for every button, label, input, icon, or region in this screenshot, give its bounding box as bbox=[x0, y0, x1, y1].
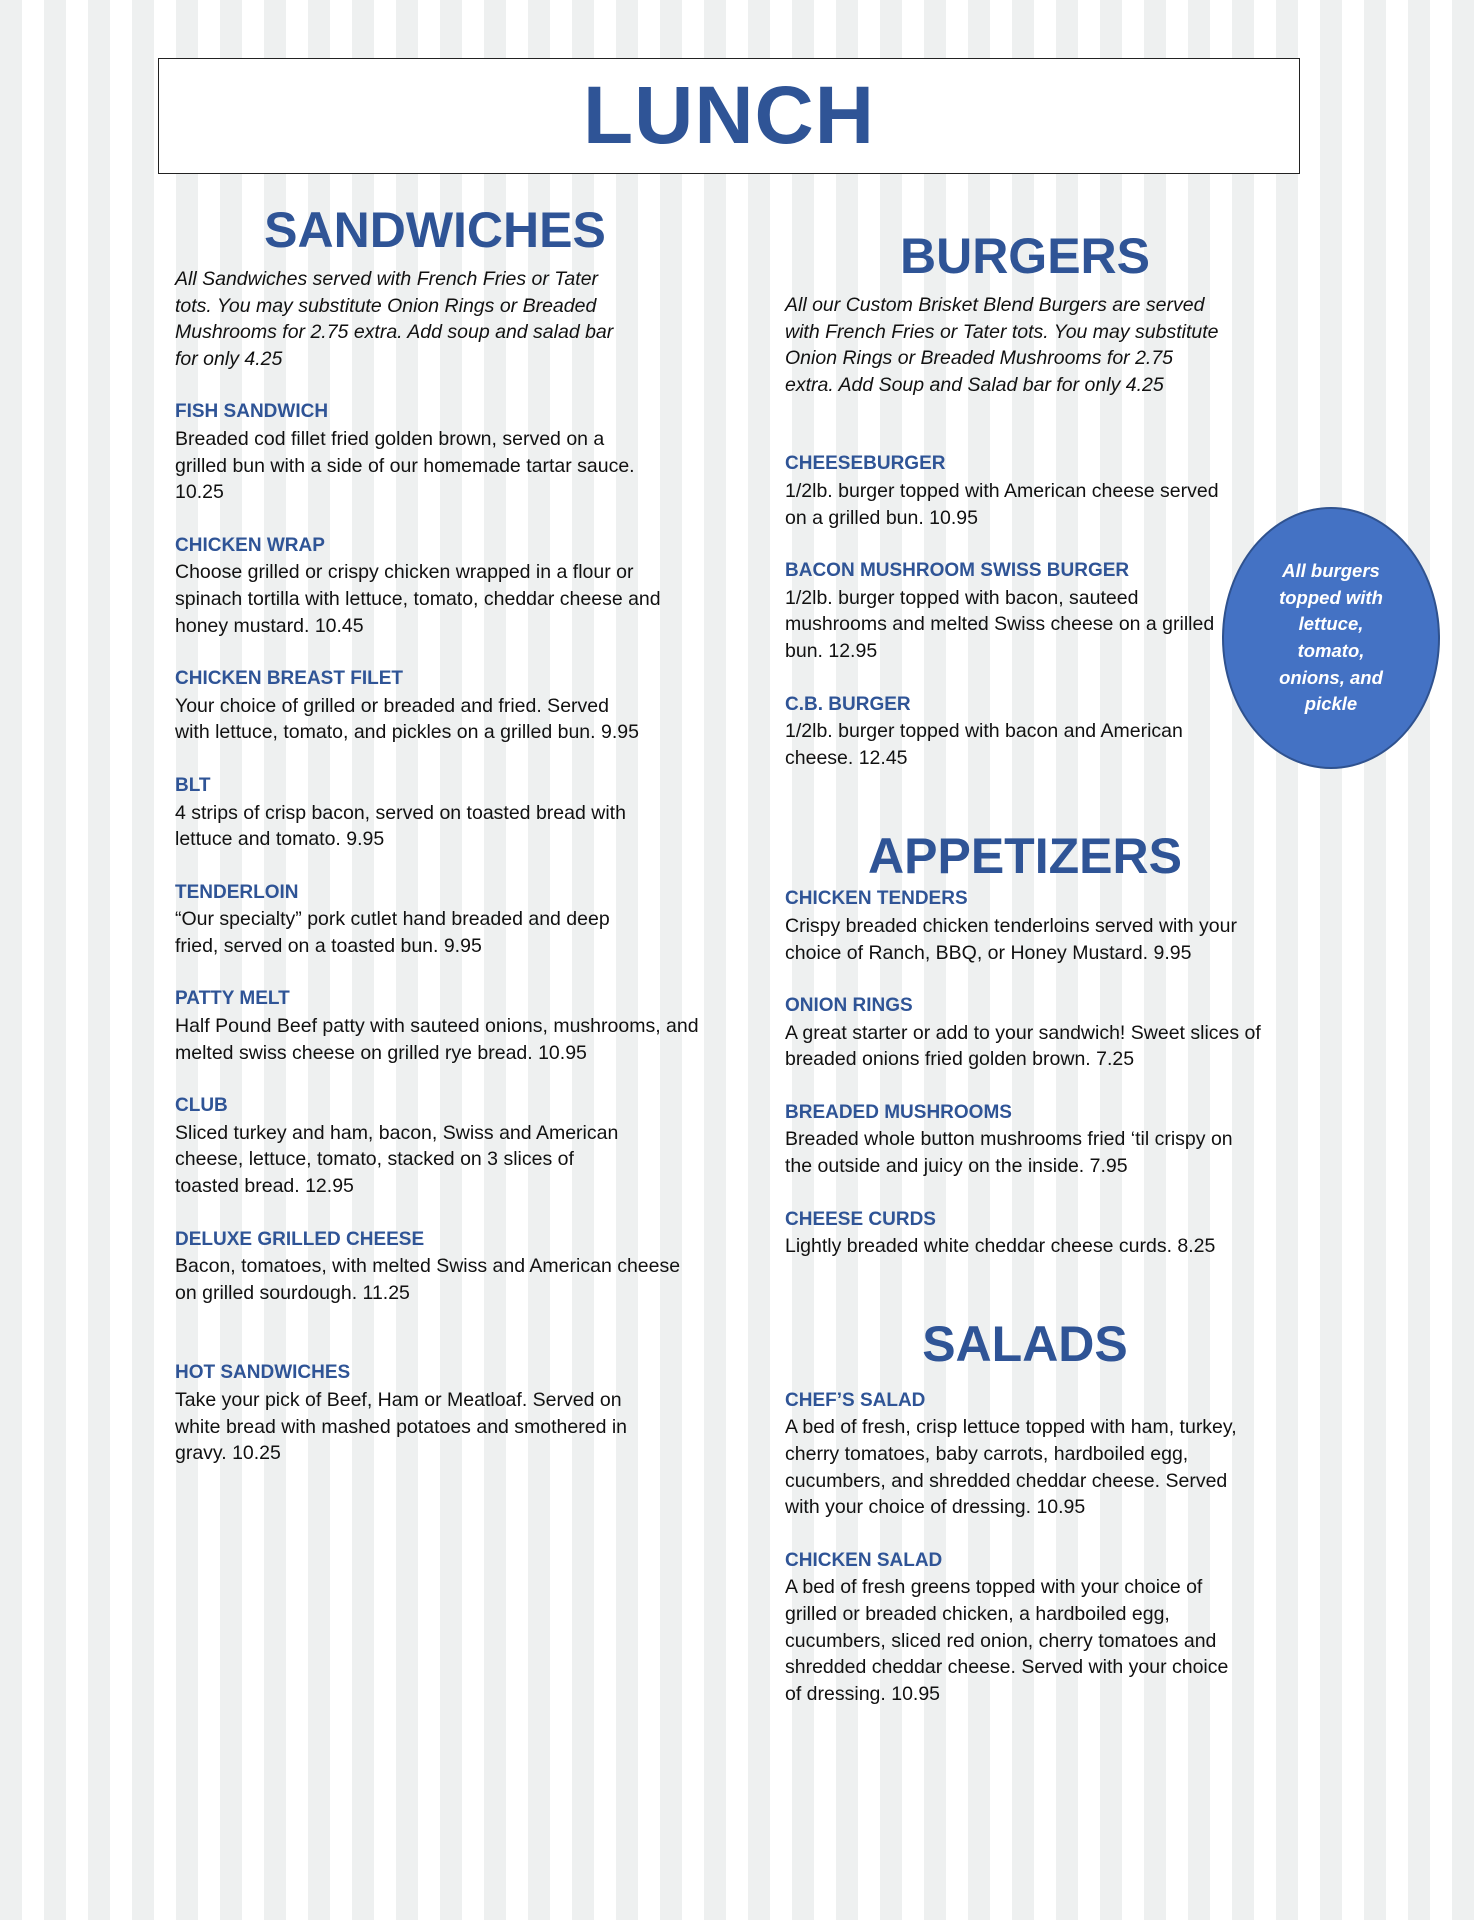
menu-item bbox=[785, 1207, 1265, 1260]
item-name: HOT SANDWICHES bbox=[175, 1362, 351, 1384]
sandwiches-intro: All Sandwiches served with French Fries or Tater tots. You may substitute Onion Rings or Breaded Mushrooms for 2.75 extra. Add soup and salad bar for only 4.25 bbox=[175, 268, 614, 370]
item-description: Breaded cod fillet fried golden brown, served on a grilled bun with a side of our homemade tartar sauce. 10.25 bbox=[175, 427, 635, 504]
item-description: A bed of fresh, crisp lettuce topped with ham, turkey, cherry tomatoes, baby carrots, hardboiled egg, cucumbers, and shredded cheddar cheese. Served with your choice of dressing. 10.95 bbox=[785, 1416, 1237, 1519]
item-name: CHICKEN SALAD bbox=[785, 1549, 943, 1571]
item-description: Breaded whole button mushrooms fried ‘til crispy on the outside and juicy on the inside. 7.95 bbox=[785, 1128, 1233, 1178]
appetizers-title: APPETIZERS bbox=[868, 828, 1182, 885]
salads-section bbox=[785, 1314, 1265, 1708]
item-name: TENDERLOIN bbox=[175, 881, 299, 903]
menu-item bbox=[175, 1360, 705, 1466]
menu-item bbox=[785, 993, 1265, 1073]
menu-item bbox=[175, 986, 705, 1066]
item-description: Bacon, tomatoes, with melted Swiss and American cheese on grilled sourdough. 11.25 bbox=[175, 1255, 681, 1304]
menu-item bbox=[175, 666, 705, 746]
item-name: CHICKEN TENDERS bbox=[785, 888, 968, 910]
menu-item bbox=[175, 773, 705, 853]
item-name: C.B. BURGER bbox=[785, 693, 911, 715]
menu-item bbox=[785, 886, 1265, 966]
burgers-title: BURGERS bbox=[899, 228, 1151, 284]
item-description: Take your pick of Beef, Ham or Meatloaf. Served on white bread with mashed potatoes and smothered in gravy. 10.25 bbox=[175, 1389, 628, 1465]
menu-item bbox=[175, 880, 705, 960]
appetizers-section bbox=[785, 826, 1265, 1260]
item-description: A great starter or add to your sandwich! Sweet slices of breaded onions fried golden brown. 7.25 bbox=[785, 1021, 1261, 1071]
item-name: CHICKEN WRAP bbox=[175, 534, 325, 556]
item-description: Crispy breaded chicken tenderloins served with your choice of Ranch, BBQ, or Honey Mustard. 9.95 bbox=[785, 914, 1237, 964]
item-name: DELUXE GRILLED CHEESE bbox=[175, 1228, 425, 1250]
menu-item bbox=[175, 1227, 705, 1307]
item-name: CLUB bbox=[175, 1095, 228, 1117]
item-description: “Our specialty” pork cutlet hand breaded and deep fried, served on a toasted bun. 9.95 bbox=[175, 908, 610, 957]
salads-title: SALADS bbox=[922, 1315, 1128, 1372]
item-name: CHEESE CURDS bbox=[785, 1208, 936, 1230]
page-title: LUNCH bbox=[583, 70, 875, 161]
item-description: 1/2lb. burger topped with bacon and American cheese. 12.45 bbox=[785, 720, 1183, 769]
menu-item bbox=[785, 1100, 1265, 1180]
menu-item bbox=[785, 451, 1265, 531]
item-description: 1/2lb. burger topped with bacon, sauteed mushrooms and melted Swiss cheese on a grilled bun. 12.95 bbox=[785, 586, 1215, 662]
burgers-section bbox=[785, 226, 1265, 771]
item-name: PATTY MELT bbox=[175, 988, 290, 1010]
burgers-intro: All our Custom Brisket Blend Burgers are served with French Fries or Tater tots. You may substitute Onion Rings or Breaded Mushrooms for 2.75 extra. Add Soup and Salad bar for only 4.25 bbox=[785, 294, 1219, 396]
item-name: BREADED MUSHROOMS bbox=[785, 1101, 1012, 1123]
sandwiches-section bbox=[175, 200, 705, 1467]
item-name: CHICKEN BREAST FILET bbox=[175, 668, 403, 690]
item-name: BACON MUSHROOM SWISS BURGER bbox=[785, 560, 1130, 582]
sandwiches-title: SANDWICHES bbox=[264, 202, 606, 258]
menu-item bbox=[785, 692, 1265, 772]
menu-item bbox=[175, 1093, 705, 1199]
item-description: 1/2lb. burger topped with American cheese served on a grilled bun. 10.95 bbox=[785, 479, 1219, 529]
menu-item bbox=[175, 533, 705, 639]
right-column bbox=[785, 226, 1265, 1707]
item-name: BLT bbox=[175, 774, 211, 796]
item-description: 4 strips of crisp bacon, served on toasted bread with lettuce and tomato. 9.95 bbox=[175, 801, 626, 851]
burger-toppings-callout bbox=[1222, 507, 1440, 769]
item-name: FISH SANDWICH bbox=[175, 401, 329, 423]
item-name: CHEESEBURGER bbox=[785, 453, 946, 475]
item-description: Choose grilled or crispy chicken wrapped in a flour or spinach tortilla with lettuce, tomato, cheddar cheese and honey mustard. 10.45 bbox=[175, 561, 661, 637]
item-description: A bed of fresh greens topped with your choice of grilled or breaded chicken, a hardboiled egg, cucumbers, sliced red onion, cherry tomatoes and shredded cheddar cheese. Served with your choice of dressing. 10.95 bbox=[785, 1576, 1229, 1705]
item-description: Half Pound Beef patty with sauteed onions, mushrooms, and melted swiss cheese on grilled rye bread. 10.95 bbox=[175, 1015, 699, 1064]
menu-item bbox=[785, 1548, 1265, 1708]
title-box bbox=[158, 58, 1300, 174]
item-description: Sliced turkey and ham, bacon, Swiss and American cheese, lettuce, tomato, stacked on 3 slices of toasted bread. 12.95 bbox=[175, 1121, 619, 1198]
menu-item bbox=[175, 399, 705, 505]
callout-text: All burgers topped with lettuce, tomato, onions, and pickle bbox=[1279, 560, 1383, 715]
item-name: CHEF’S SALAD bbox=[785, 1389, 926, 1411]
item-name: ONION RINGS bbox=[785, 995, 913, 1017]
menu-item bbox=[785, 1388, 1265, 1521]
item-description: Your choice of grilled or breaded and fried. Served with lettuce, tomato, and pickles on a grilled bun. 9.95 bbox=[175, 694, 639, 744]
item-description: Lightly breaded white cheddar cheese curds. 8.25 bbox=[785, 1235, 1216, 1258]
menu-item bbox=[785, 558, 1265, 664]
